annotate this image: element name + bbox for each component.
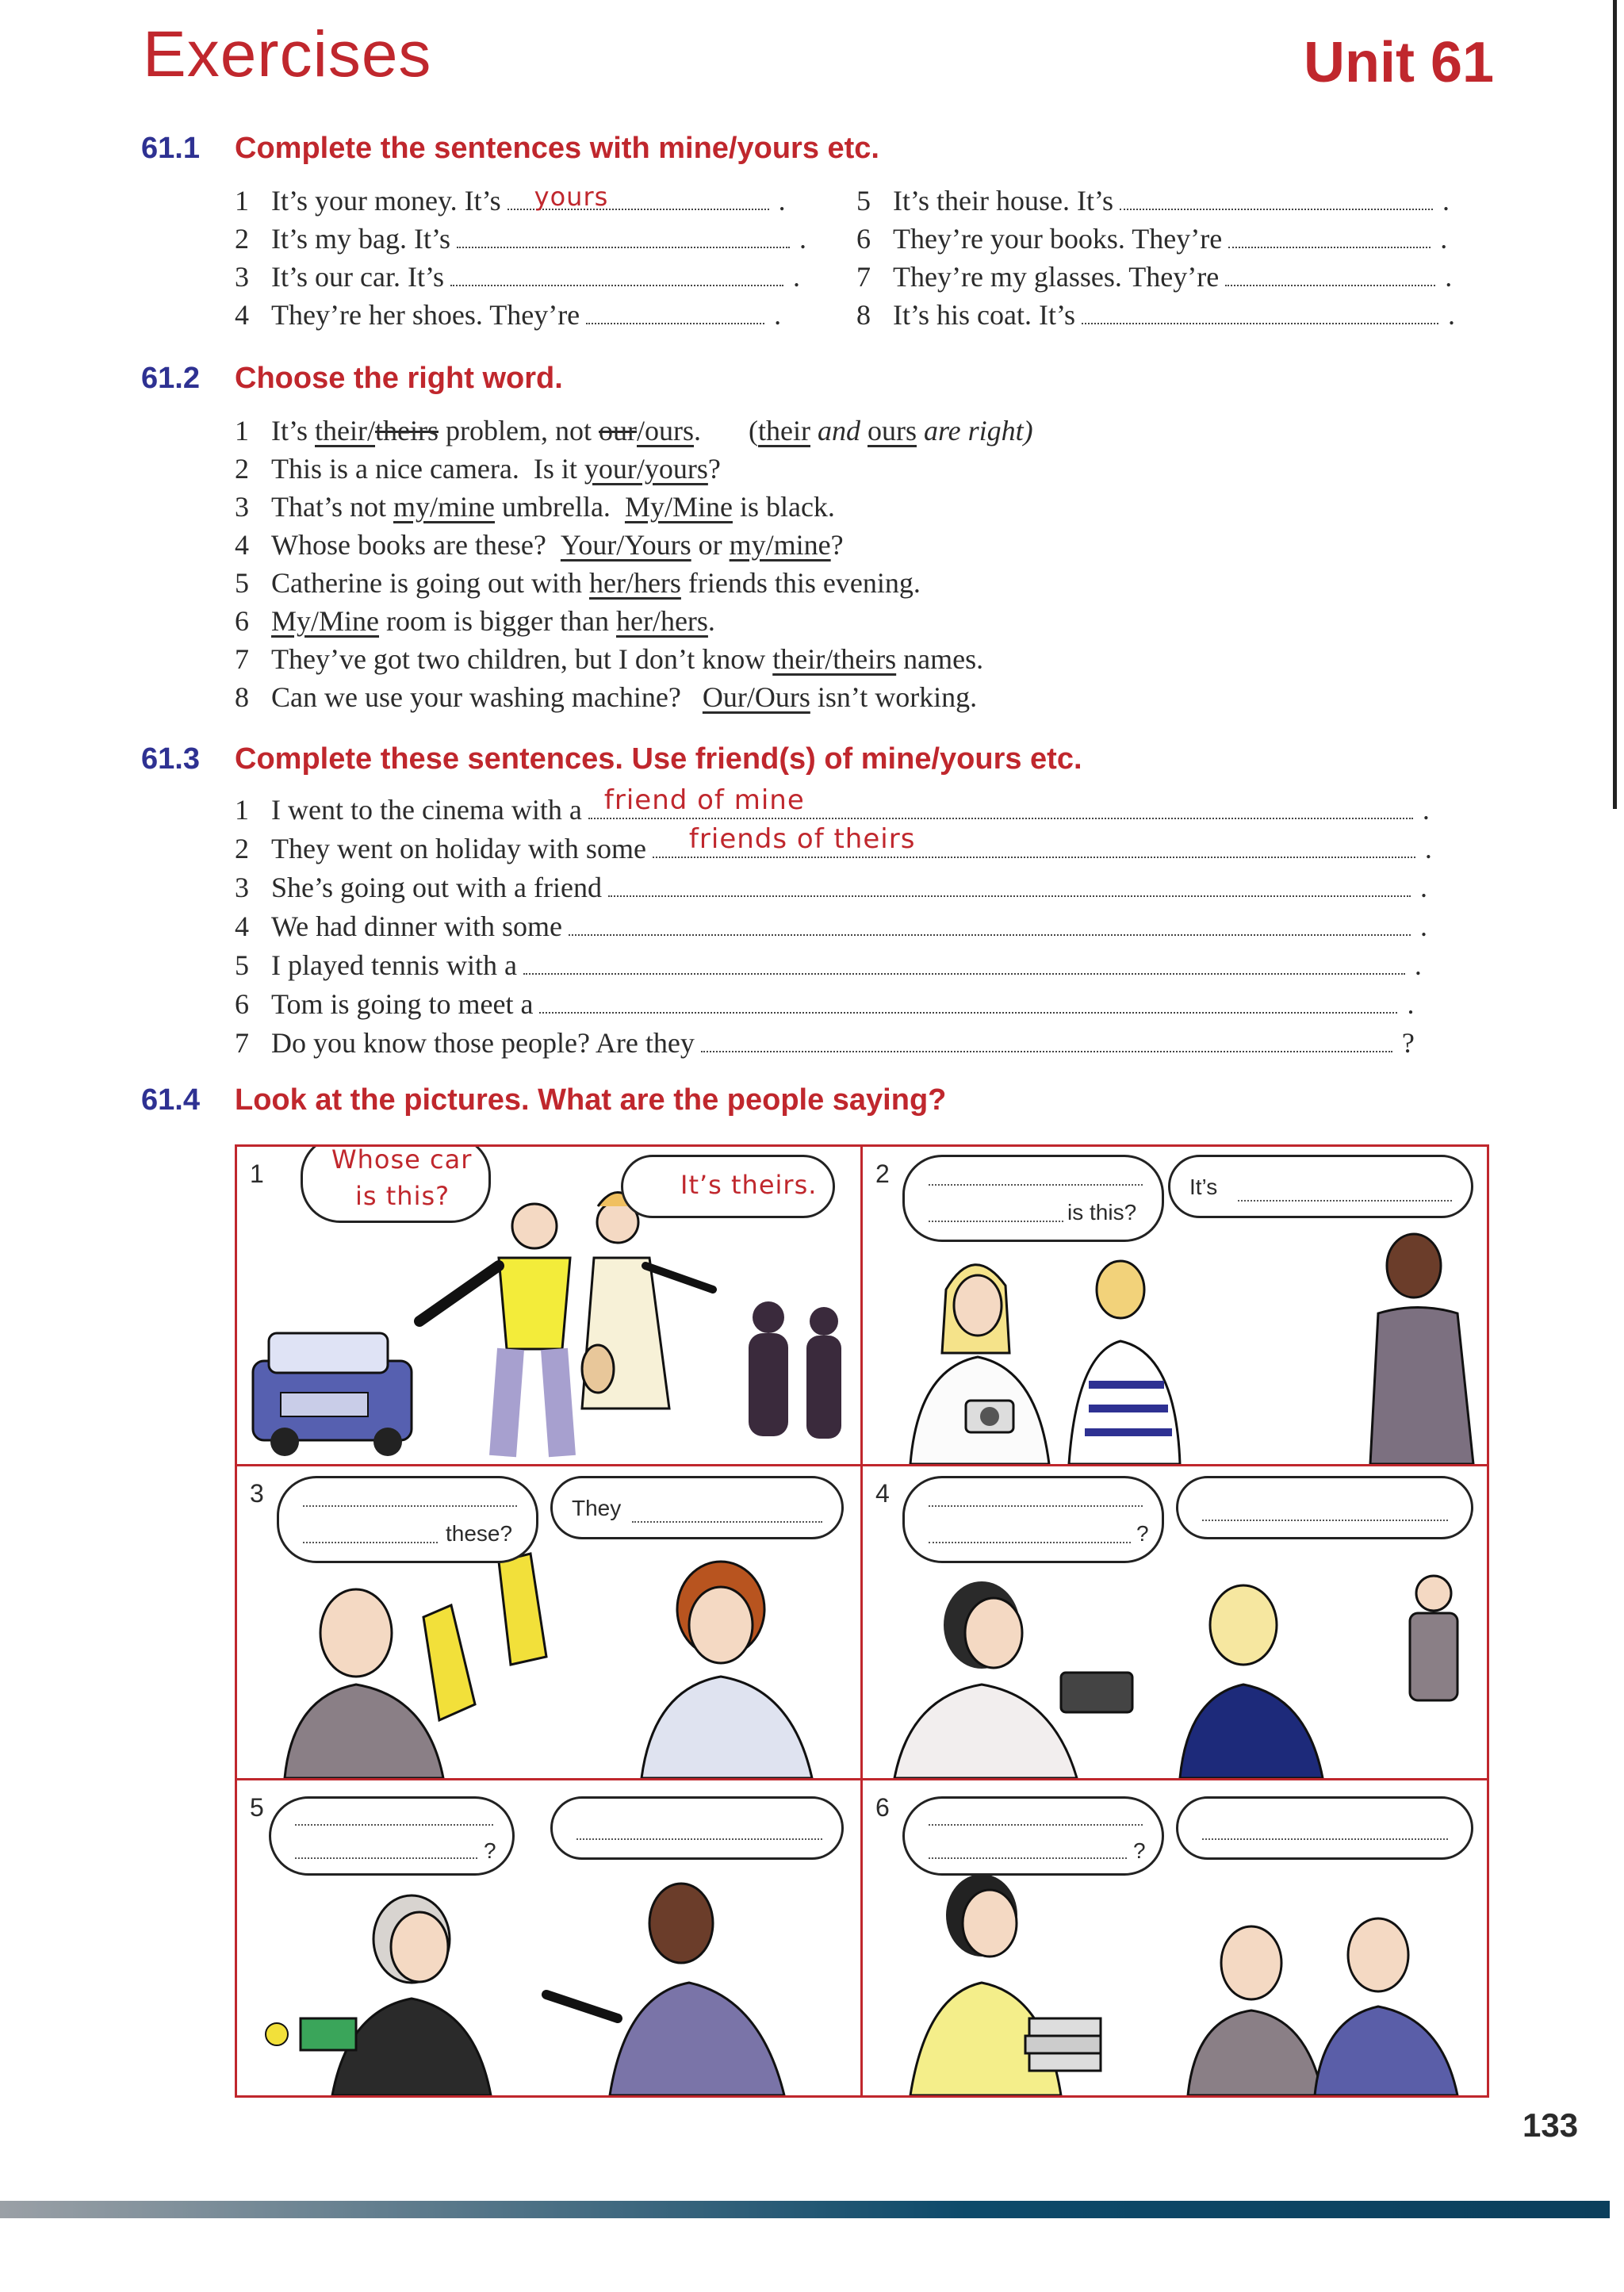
ex3-item: 2 They went on holiday with some friends of theirs . [235,823,1432,864]
picture-panel-1 [237,1147,860,1464]
speech-bubble [269,1796,515,1876]
woman-figure [582,1193,713,1409]
man-figure [419,1204,570,1456]
bubble-text: ? [1136,1521,1149,1546]
bubble-text: is this? [355,1181,450,1211]
bubble-text: They [572,1496,622,1520]
exercise-heading [235,1083,946,1117]
ex1-item: 8 It’s his coat. It’s . [856,299,1455,331]
speech-bubble [550,1796,844,1860]
exercise-number: 61.1 [141,132,200,165]
woman-figure [910,1265,1049,1464]
books-icon [1025,2018,1101,2071]
speech-bubble [902,1155,1164,1242]
page-number: 133 [1522,2106,1579,2144]
heading-text: Look at the pictures. What are the people saying? [235,1083,947,1117]
pictures-grid [235,1144,1489,2098]
woman-figure-2 [546,1884,784,2095]
picture-panel-6 [863,1780,1487,2095]
ex1-item: 1 It’s your money. It’s yours . [235,182,786,217]
woman-figure [642,1562,812,1778]
option: ours [645,415,694,447]
man-figure [285,1589,443,1778]
gloves-icon [423,1554,546,1720]
page-footer-bar [0,2201,1610,2218]
woman-figure [894,1581,1132,1778]
ex2-item: 6 My/Mine room is bigger than her/hers . [235,605,715,637]
bubble-text: ? [484,1838,496,1863]
ex1-item: 5 It’s their house. It’s . [856,185,1450,217]
ex3-item: 6 Tom is going to meet a . [235,988,1415,1020]
picture-panel-2 [863,1147,1487,1464]
speech-bubble [1176,1796,1473,1860]
page-edge [1613,0,1617,809]
man-figure [1180,1585,1323,1778]
ex2-item: 5 Catherine is going out with her/hers friends this evening. [235,567,921,599]
ex1-item: 3 It’s our car. It’s . [235,261,800,293]
exercise-number: 61.2 [141,362,200,395]
speech-bubble [550,1476,844,1539]
wallet-icon [1061,1673,1132,1712]
ex2-item: 3 That’s not my/mine umbrella. My/Mine is black. [235,491,835,523]
bubble-text: these? [446,1521,513,1546]
speech-bubble [301,1147,491,1223]
exercise-heading [235,362,563,396]
speech-bubble [277,1476,538,1563]
man-figure-2 [1410,1576,1457,1700]
panel-number: 3 [250,1479,264,1508]
heading-text: Complete the sentences with mine/yours etc. [235,132,879,165]
ex1-item: 6 They’re your books. They’re . [856,223,1448,255]
page-title: Exercises [143,18,432,90]
ex2-item: 8 Can we use your washing machine? Our/Ours isn’t working. [235,681,978,713]
bubble-text: is this? [1067,1200,1137,1225]
panel-number: 2 [875,1159,890,1188]
ex1-item: 2 It’s my bag. It’s . [235,223,806,255]
option-crossed: theirs [375,415,439,447]
woman-figure-2 [1370,1234,1473,1464]
exercise-heading [235,132,879,166]
camera-icon [966,1401,1013,1432]
panel-number: 4 [875,1479,890,1508]
car-icon [253,1333,412,1456]
woman-figure [910,1874,1101,2095]
speech-bubble [1176,1476,1473,1539]
answer: friends of theirs [688,823,916,855]
unit-label: Unit 61 [1304,31,1495,94]
picture-panel-3 [237,1466,860,1778]
panel-number: 1 [250,1159,264,1188]
exercise-number: 61.3 [141,742,200,776]
man-figure [1069,1261,1180,1464]
speech-bubble [902,1476,1164,1563]
ex2-item: 2 This is a nice camera. Is it your/yours ? [235,453,721,485]
woman-figure [266,1895,491,2095]
panel-number: 6 [875,1793,890,1822]
heading-text: Complete these sentences. Use friend(s) of mine/yours etc. [235,742,1082,776]
ex3-item: 5 I played tennis with a . [235,949,1422,981]
ex2-item: 4 Whose books are these? Your/Yours or my/mine ? [235,529,844,561]
bubble-text: Whose car [331,1147,473,1175]
ex3-item: 1 I went to the cinema with a friend of mine . [235,784,1430,826]
heading-text: Choose the right word. [235,362,563,395]
option-crossed: our [598,415,637,447]
ex1-item: 7 They’re my glasses. They’re . [856,261,1453,293]
bubble-text: It’s theirs. [680,1170,818,1200]
panel-number: 5 [250,1793,264,1822]
speech-bubble [902,1796,1164,1876]
picture-panel-5 [237,1780,860,2095]
man-figure [1188,1926,1323,2095]
answer: yours [534,182,609,212]
man-figure-2 [1315,1918,1457,2095]
ex3-item: 3 She’s going out with a friend . [235,872,1427,903]
bubble-text: ? [1133,1838,1146,1863]
ex3-item: 7 Do you know those people? Are they ? [235,1027,1415,1059]
speech-bubble [621,1155,835,1218]
picture-panel-4 [863,1466,1487,1778]
money-icon [266,2018,356,2050]
couple-silhouette [749,1301,841,1439]
speech-bubble [1168,1155,1473,1218]
ex3-item: 4 We had dinner with some . [235,910,1428,942]
ex1-item: 4 They’re her shoes. They’re . [235,299,782,331]
option: their [315,415,367,447]
answer: friend of mine [603,784,805,816]
bubble-text: It’s [1189,1175,1218,1199]
exercise-number: 61.4 [141,1083,200,1117]
ex2-item: 7 They’ve got two children, but I don’t know their/theirs names. [235,643,984,675]
exercise-heading [235,742,1082,776]
ex2-example: 1 It’s their / theirs problem, not our / ours . ( their and ours are right) [235,415,1033,447]
